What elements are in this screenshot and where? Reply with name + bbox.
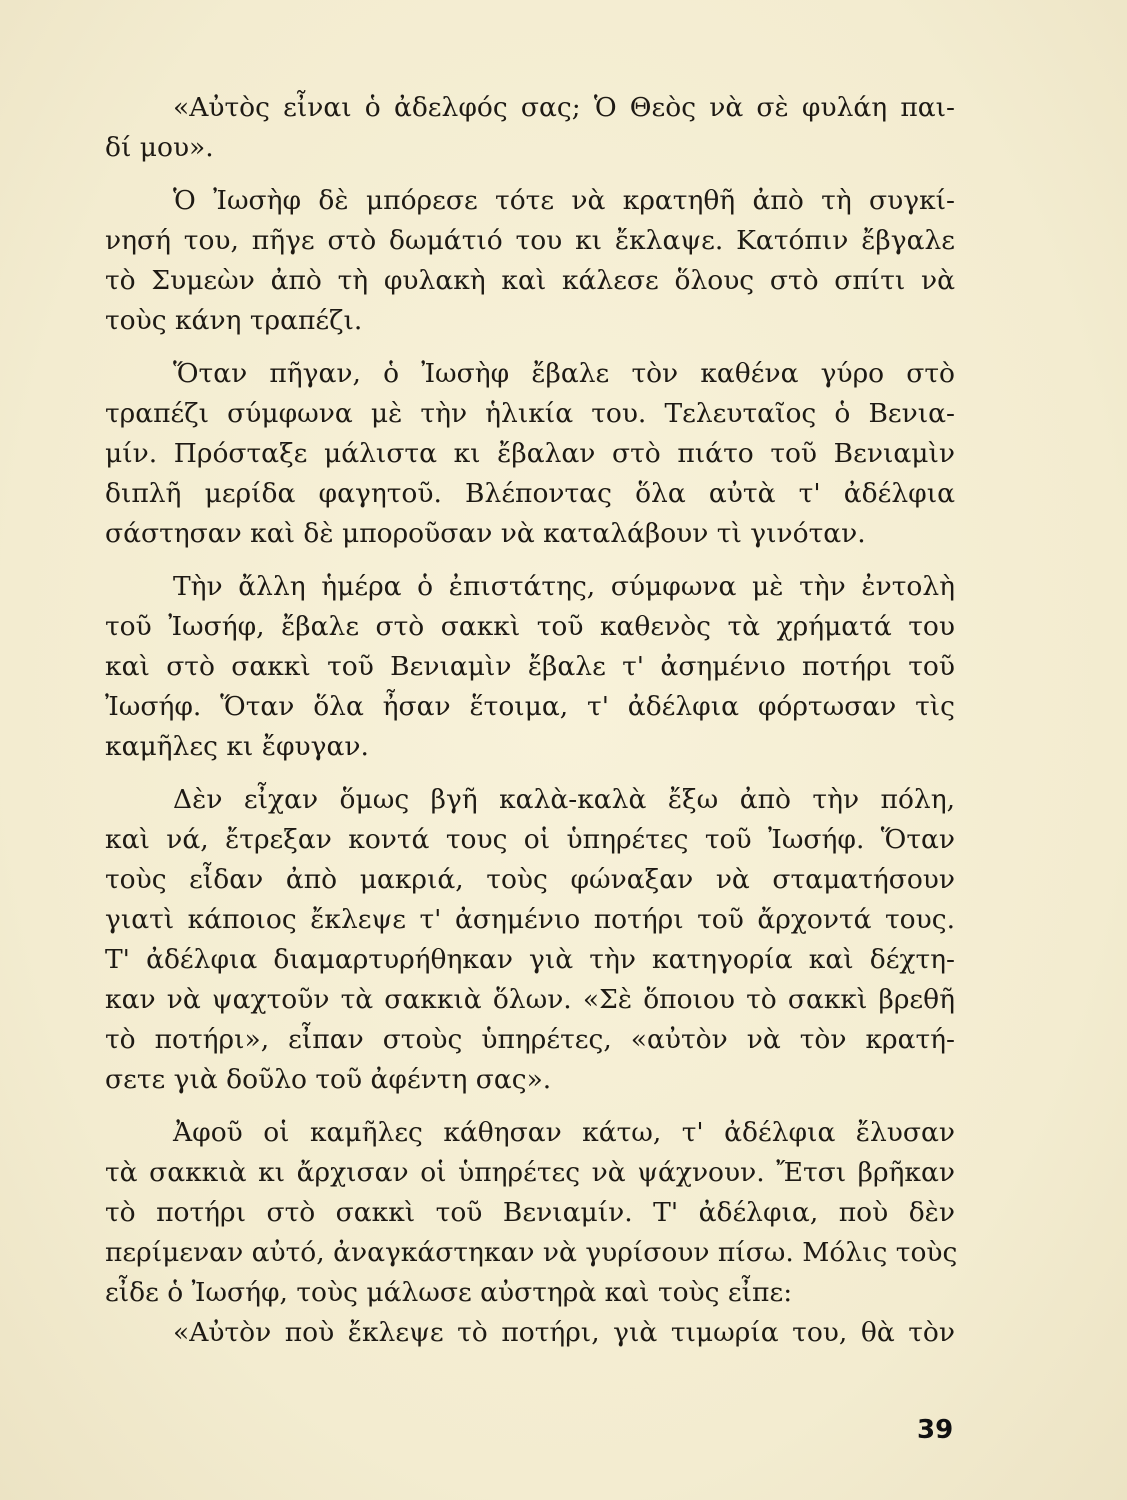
text-line: νησή του, πῆγε στὸ δωμάτιό του κι ἔκλαψε. Κατόπιν ἔβγαλε [105,225,955,256]
paragraph [105,354,955,554]
text-line: σάστησαν καὶ δὲ μποροῦσαν νὰ καταλάβουν τὶ γινόταν. [105,518,866,549]
text-line: Ὁ Ἰωσὴφ δὲ μπόρεσε τότε νὰ κρατηθῆ ἀπὸ τὴ συγκί- [173,185,955,216]
text-line: διπλῆ μερίδα φαγητοῦ. Βλέποντας ὅλα αὐτὰ τ' ἀδέλφια [105,478,955,509]
paragraph [105,1313,955,1353]
text-line: «Αὐτὸς εἶναι ὁ ἀδελφός σας; Ὁ Θεὸς νὰ σὲ φυλάη παι- [173,92,955,123]
text-line: καν νὰ ψαχτοῦν τὰ σακκιὰ ὅλων. «Σὲ ὅποιου τὸ σακκὶ βρεθῆ [105,984,955,1015]
text-line: Ἀφοῦ οἱ καμῆλες κάθησαν κάτω, τ' ἀδέλφια ἔλυσαν [173,1117,955,1148]
text-line: τραπέζι σύμφωνα μὲ τὴν ἡλικία του. Τελευταῖος ὁ Βενια- [105,398,955,429]
body-text [105,88,958,1353]
paragraph [105,567,955,767]
text-line: Τ' ἀδέλφια διαμαρτυρήθηκαν γιὰ τὴν κατηγορία καὶ δέχτη- [105,944,955,975]
text-line: γιατὶ κάποιος ἔκλεψε τ' ἀσημένιο ποτήρι τοῦ ἄρχοντά τους. [105,904,955,935]
text-line: εἶδε ὁ Ἰωσήφ, τοὺς μάλωσε αὐστηρὰ καὶ τοὺς εἶπε: [105,1277,793,1308]
text-line: τοῦ Ἰωσήφ, ἔβαλε στὸ σακκὶ τοῦ καθενὸς τὰ χρήματά του [105,611,955,642]
text-line: τὸ ποτήρι», εἶπαν στοὺς ὑπηρέτες, «αὐτὸν νὰ τὸν κρατή- [105,1024,955,1055]
text-line: Ὅταν πῆγαν, ὁ Ἰωσὴφ ἔβαλε τὸν καθένα γύρο στὸ [173,358,955,389]
text-line: περίμεναν αὐτό, ἀναγκάστηκαν νὰ γυρίσουν πίσω. Μόλις τοὺς [105,1237,958,1268]
text-line: δί μου». [105,132,214,163]
text-line: καμῆλες κι ἔφυγαν. [105,731,369,762]
paragraph [105,1113,958,1313]
text-line: μίν. Πρόσταξε μάλιστα κι ἔβαλαν στὸ πιάτο τοῦ Βενιαμὶν [105,438,955,469]
text-line: τὸ Συμεὼν ἀπὸ τὴ φυλακὴ καὶ κάλεσε ὅλους στὸ σπίτι νὰ [105,265,955,296]
text-line: καὶ νά, ἔτρεξαν κοντά τους οἱ ὑπηρέτες τοῦ Ἰωσήφ. Ὅταν [105,824,955,855]
text-line: Ἰωσήφ. Ὅταν ὅλα ἦσαν ἕτοιμα, τ' ἀδέλφια φόρτωσαν τὶς [105,691,955,722]
page-number: 39 [917,1415,954,1445]
text-line: τὰ σακκιὰ κι ἄρχισαν οἱ ὑπηρέτες νὰ ψάχνουν. Ἔτσι βρῆκαν [105,1157,955,1188]
text-line: Δὲν εἶχαν ὅμως βγῆ καλὰ-καλὰ ἔξω ἀπὸ τὴν πόλη, [173,784,955,815]
paragraph [105,181,955,341]
text-line: καὶ στὸ σακκὶ τοῦ Βενιαμὶν ἔβαλε τ' ἀσημένιο ποτήρι τοῦ [105,651,955,682]
text-line: τὸ ποτήρι στὸ σακκὶ τοῦ Βενιαμίν. Τ' ἀδέλφια, ποὺ δὲν [105,1197,955,1228]
paragraph [105,88,955,168]
text-line: τοὺς κάνη τραπέζι. [105,305,363,336]
text-line: τοὺς εἶδαν ἀπὸ μακριά, τοὺς φώναξαν νὰ σταματήσουν [105,864,955,895]
paragraph [105,780,955,1100]
text-line: σετε γιὰ δοῦλο τοῦ ἀφέντη σας». [105,1064,552,1095]
text-line: Τὴν ἄλλη ἡμέρα ὁ ἐπιστάτης, σύμφωνα μὲ τὴν ἐντολὴ [173,571,955,602]
text-line: «Αὐτὸν ποὺ ἔκλεψε τὸ ποτήρι, γιὰ τιμωρία του, θὰ τὸν [173,1317,955,1348]
